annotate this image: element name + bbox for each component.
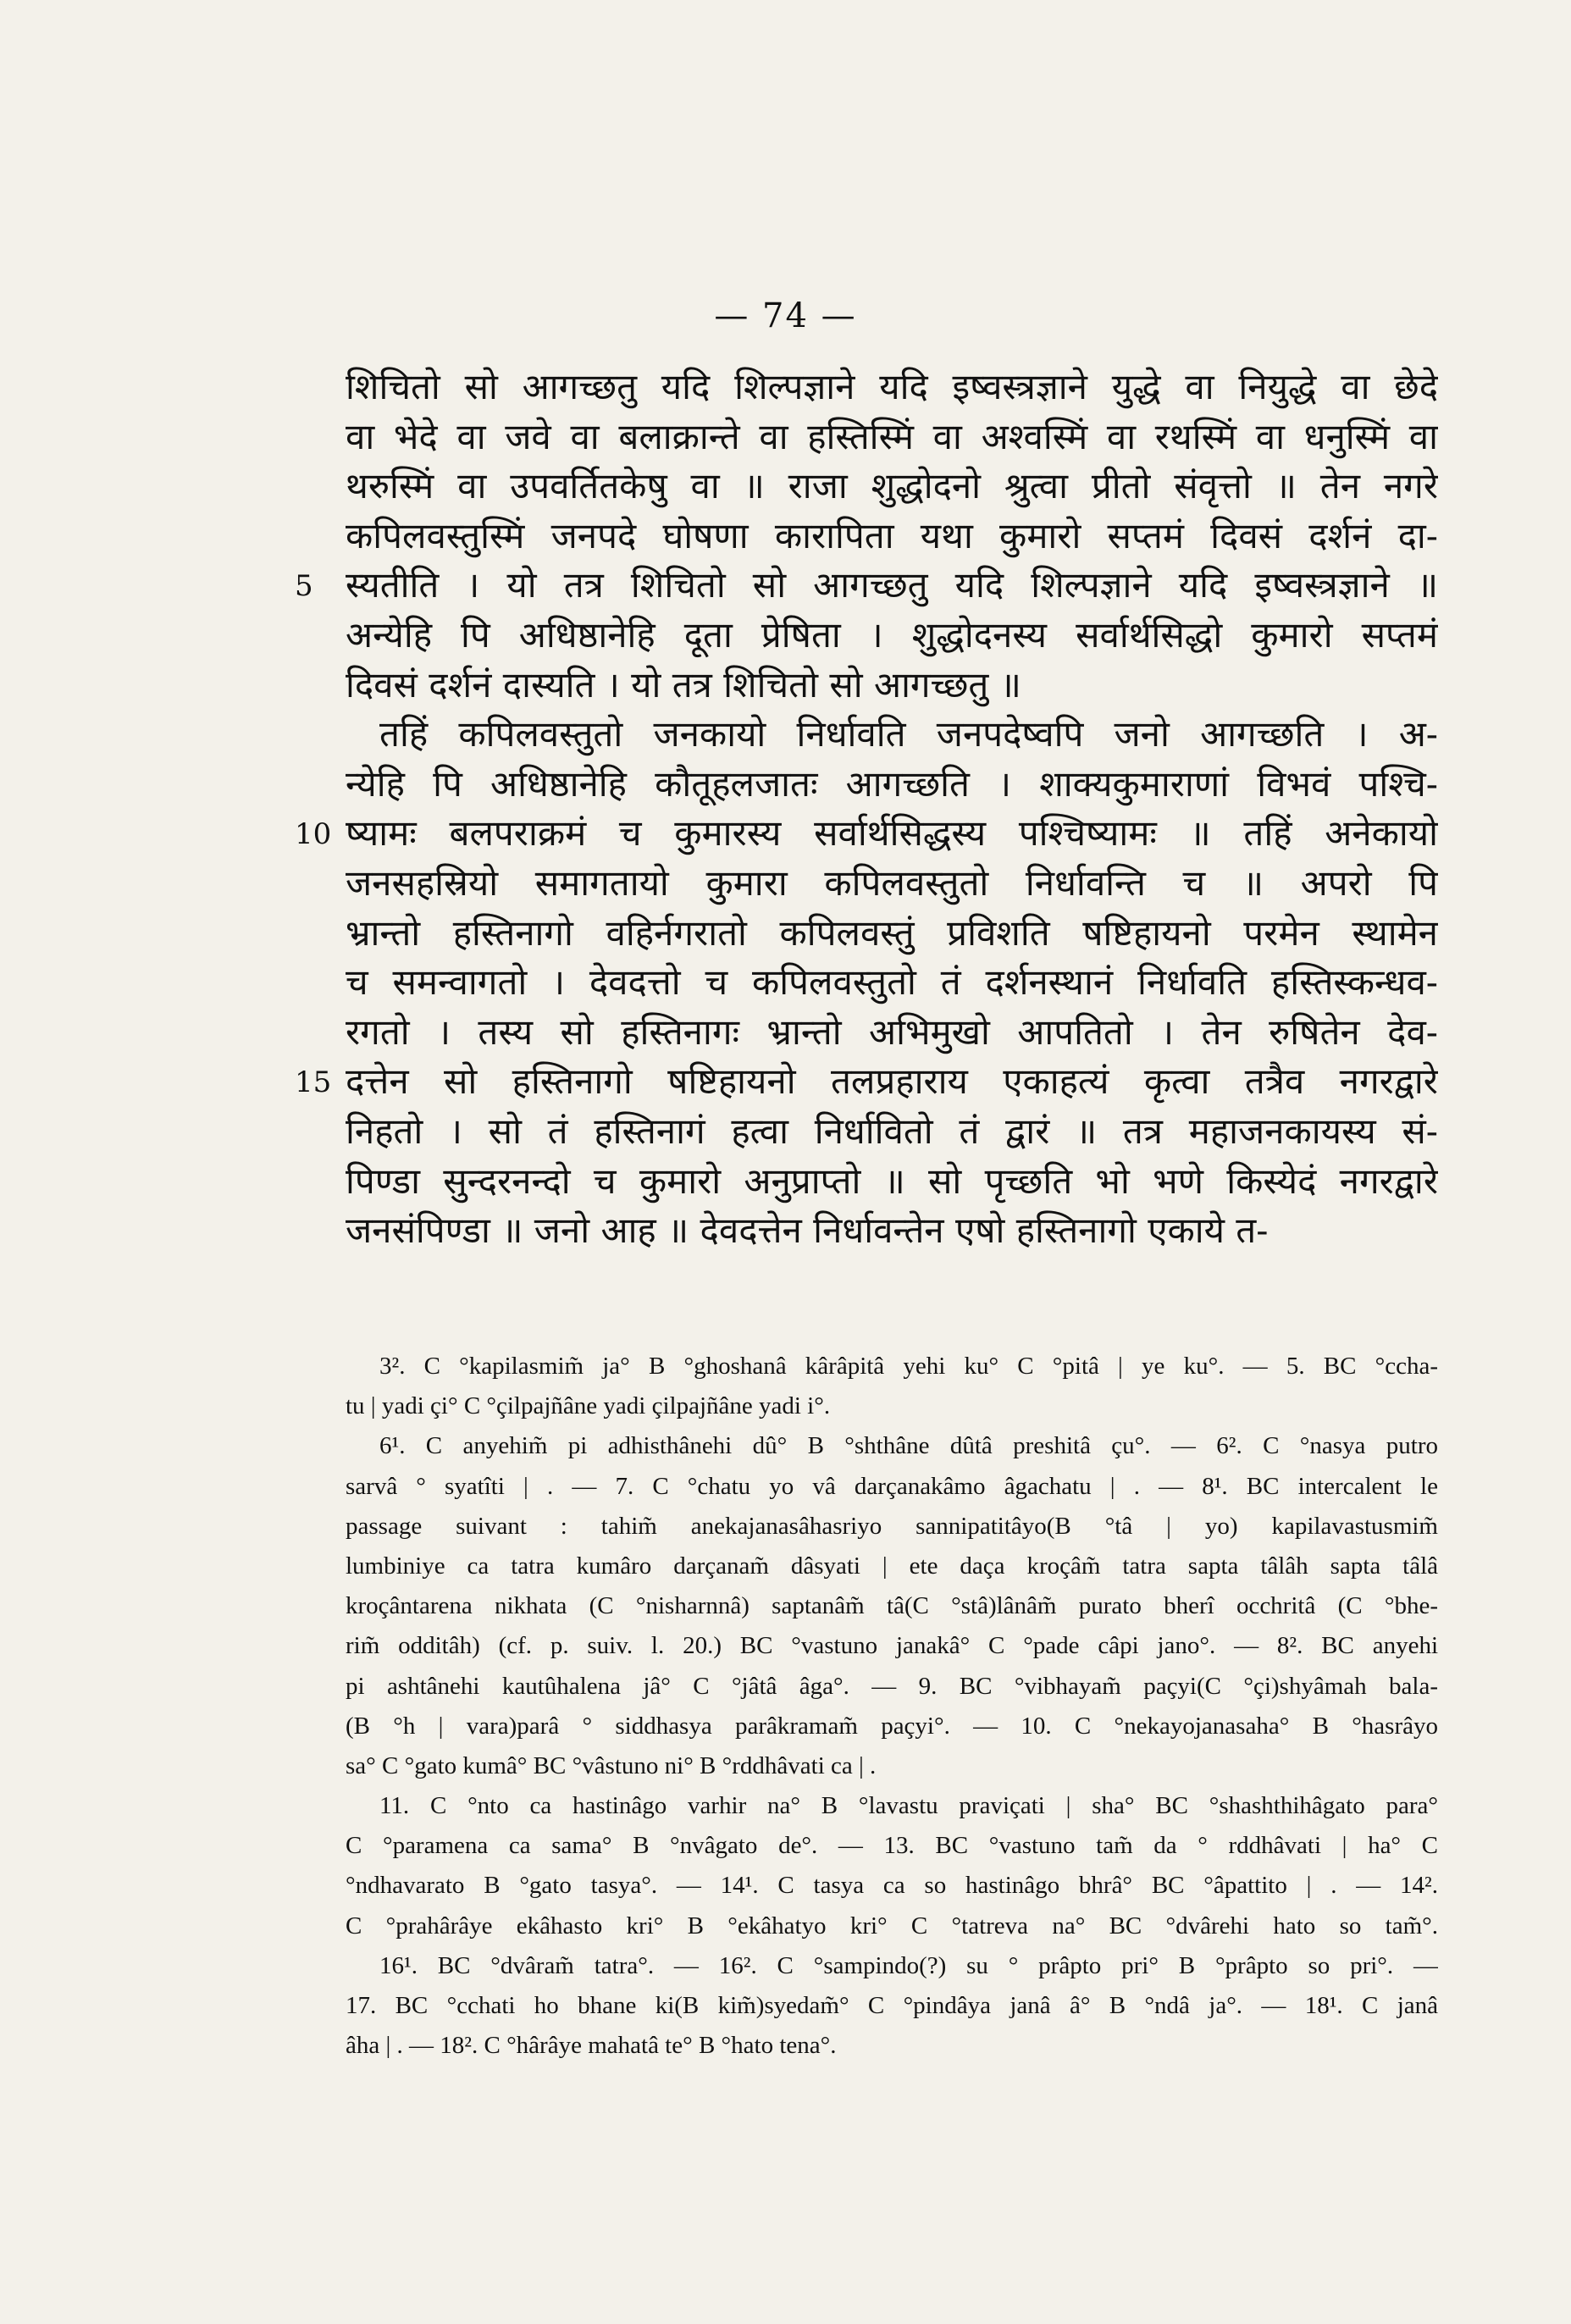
critical-apparatus-notes [346, 1347, 1438, 2066]
text-line: निहतो । सो तं हस्तिनागं हत्वा निर्धावितो तं द्वारं ॥ तत्र महाजनकायस्य सं- [346, 1109, 1438, 1152]
text-line: भ्रान्तो हस्तिनागो वहिर्नगरातो कपिलवस्तुं प्रविशति षष्टिहायनो परमेन स्थामेन [346, 911, 1438, 954]
note-line: passage suivant : tahim̃ anekajanasâhasriyo sannipatitâyo(B °tâ | yo) kapilavastusmim̃ [346, 1512, 1438, 1540]
note-line: pi ashtânehi kautûhalena jâ° C °jâtâ âga°. — 9. BC °vibhayam̃ paçyi(C °çi)shyâmah bala- [346, 1672, 1438, 1700]
note-line: âha | . — 18². C °hârâye mahatâ te° B °hato tena°. [346, 2032, 837, 2060]
text-line: जनसहस्रियो समागतायो कुमारा कपिलवस्तुतो निर्धावन्ति च ॥ अपरो पि [346, 861, 1438, 904]
text-line: दिवसं दर्शनं दास्यति । यो तत्र शिचितो सो आगच्छतु ॥ [346, 663, 1021, 706]
text-line: स्यतीति । यो तत्र शिचितो सो आगच्छतु यदि शिल्पज्ञाने यदि इष्वस्त्रज्ञाने ॥ [346, 564, 1438, 606]
note-line: rim̃ odditâh) (cf. p. suiv. l. 20.) BC °vastuno janakâ° C °pade câpi jano°. — 8². BC anyehi [346, 1632, 1438, 1660]
page-number: — 74 — [714, 296, 857, 335]
note-line: lumbiniye ca tatra kumâro darçanam̃ dâsyati | ete daça kroçâm̃ tatra sapta tâlâh sapta tâlâ [346, 1552, 1438, 1580]
note-line: sarvâ ° syatîti | . — 7. C °chatu yo vâ darçanakâmo âgachatu | . — 8¹. BC intercalent le [346, 1472, 1438, 1500]
text-line: दत्तेन सो हस्तिनागो षष्टिहायनो तलप्रहाराय एकाहत्यं कृत्वा तत्रैव नगरद्वारे [346, 1060, 1438, 1103]
note-line: (B °h | vara)parâ ° siddhasya parâkramam̃ paçyi°. — 10. C °nekayojanasaha° B °hasrâyo [346, 1712, 1438, 1740]
line-number: 10 [295, 817, 332, 852]
text-line: च समन्वागतो । देवदत्तो च कपिलवस्तुतो तं दर्शनस्थानं निर्धावति हस्तिस्कन्धव- [346, 961, 1438, 1004]
note-line: 3². C °kapilasmim̃ ja° B °ghoshanâ kârâpitâ yehi ku° C °pitâ | ye ku°. — 5. BC °ccha- [379, 1353, 1438, 1380]
note-line: kroçântarena nikhata (C °nisharnnâ) saptanâm̃ tâ(C °stâ)lânâm̃ purato bherî occhritâ (C °bhe- [346, 1592, 1438, 1620]
note-line: 6¹. C anyehim̃ pi adhisthânehi dû° B °shthâne dûtâ preshitâ çu°. — 6². C °nasya putro [379, 1432, 1438, 1460]
note-line: sa° C °gato kumâ° BC °vâstuno ni° B °rddhâvati ca | . [346, 1751, 877, 1779]
note-line: 11. C °nto ca hastinâgo varhir na° B °lavastu praviçati | sha° BC °shashthihâgato para° [379, 1792, 1438, 1820]
line-number: 5 [295, 569, 313, 604]
note-line: 16¹. BC °dvâram̃ tatra°. — 16². C °sampindo(?) su ° prâpto pri° B °prâpto so pri°. — [379, 1951, 1438, 1979]
text-line: ष्यामः बलपराक्रमं च कुमारस्य सर्वार्थसिद्धस्य पश्चिष्यामः ॥ तहिं अनेकायो [346, 812, 1438, 855]
note-line: °ndhavarato B °gato tasya°. — 14¹. C tasya ca so hastinâgo bhrâ° BC °âpattito | . — 14². [346, 1872, 1438, 1900]
text-line: तहिं कपिलवस्तुतो जनकायो निर्धावति जनपदेष्वपि जनो आगच्छति । अ- [379, 713, 1438, 755]
note-line: 17. BC °cchati ho bhane ki(B kim̃)syedam̃° C °pindâya janâ â° B °ndâ ja°. — 18¹. C janâ [346, 1992, 1438, 2019]
text-line: वा भेदे वा जवे वा बलाक्रान्ते वा हस्तिस्मिं वा अश्वस्मिं वा रथस्मिं वा धनुस्मिं वा [346, 415, 1438, 457]
sanskrit-main-text [346, 362, 1438, 1256]
line-number: 15 [295, 1065, 332, 1100]
text-line: जनसंपिण्डा ॥ जनो आह ॥ देवदत्तेन निर्धावन्तेन एषो हस्तिनागो एकाये त- [346, 1209, 1269, 1252]
text-line: रगतो । तस्य सो हस्तिनागः भ्रान्तो अभिमुखो आपतितो । तेन रुषितेन देव- [346, 1010, 1438, 1053]
note-line: C °prahârâye ekâhasto kri° B °ekâhatyo kri° C °tatreva na° BC °dvârehi hato so tam̃°. [346, 1912, 1438, 1939]
text-line: अन्येहि पि अधिष्ठानेहि दूता प्रेषिता । शुद्धोदनस्य सर्वार्थसिद्धो कुमारो सप्तमं [346, 613, 1438, 656]
text-line: थरुस्मिं वा उपवर्तितकेषु वा ॥ राजा शुद्धोदनो श्रुत्वा प्रीतो संवृत्तो ॥ तेन नगरे [346, 465, 1438, 507]
text-line: पिण्डा सुन्दरनन्दो च कुमारो अनुप्राप्तो ॥ सो पृच्छति भो भणे किस्येदं नगरद्वारे [346, 1159, 1438, 1202]
note-line: tu | yadi çi° C °çilpajñâne yadi çilpajñâne yadi i°. [346, 1392, 831, 1420]
text-line: न्येहि पि अधिष्ठानेहि कौतूहलजातः आगच्छति । शाक्यकुमाराणां विभवं पश्चि- [346, 762, 1438, 805]
text-line: कपिलवस्तुस्मिं जनपदे घोषणा कारापिता यथा कुमारो सप्तमं दिवसं दर्शनं दा- [346, 514, 1438, 556]
text-line: शिचितो सो आगच्छतु यदि शिल्पज्ञाने यदि इष्वस्त्रज्ञाने युद्धे वा नियुद्धे वा छेदे [346, 366, 1438, 407]
note-line: C °paramena ca sama° B °nvâgato de°. — 13. BC °vastuno tam̃ da ° rddhâvati | ha° C [346, 1832, 1438, 1860]
